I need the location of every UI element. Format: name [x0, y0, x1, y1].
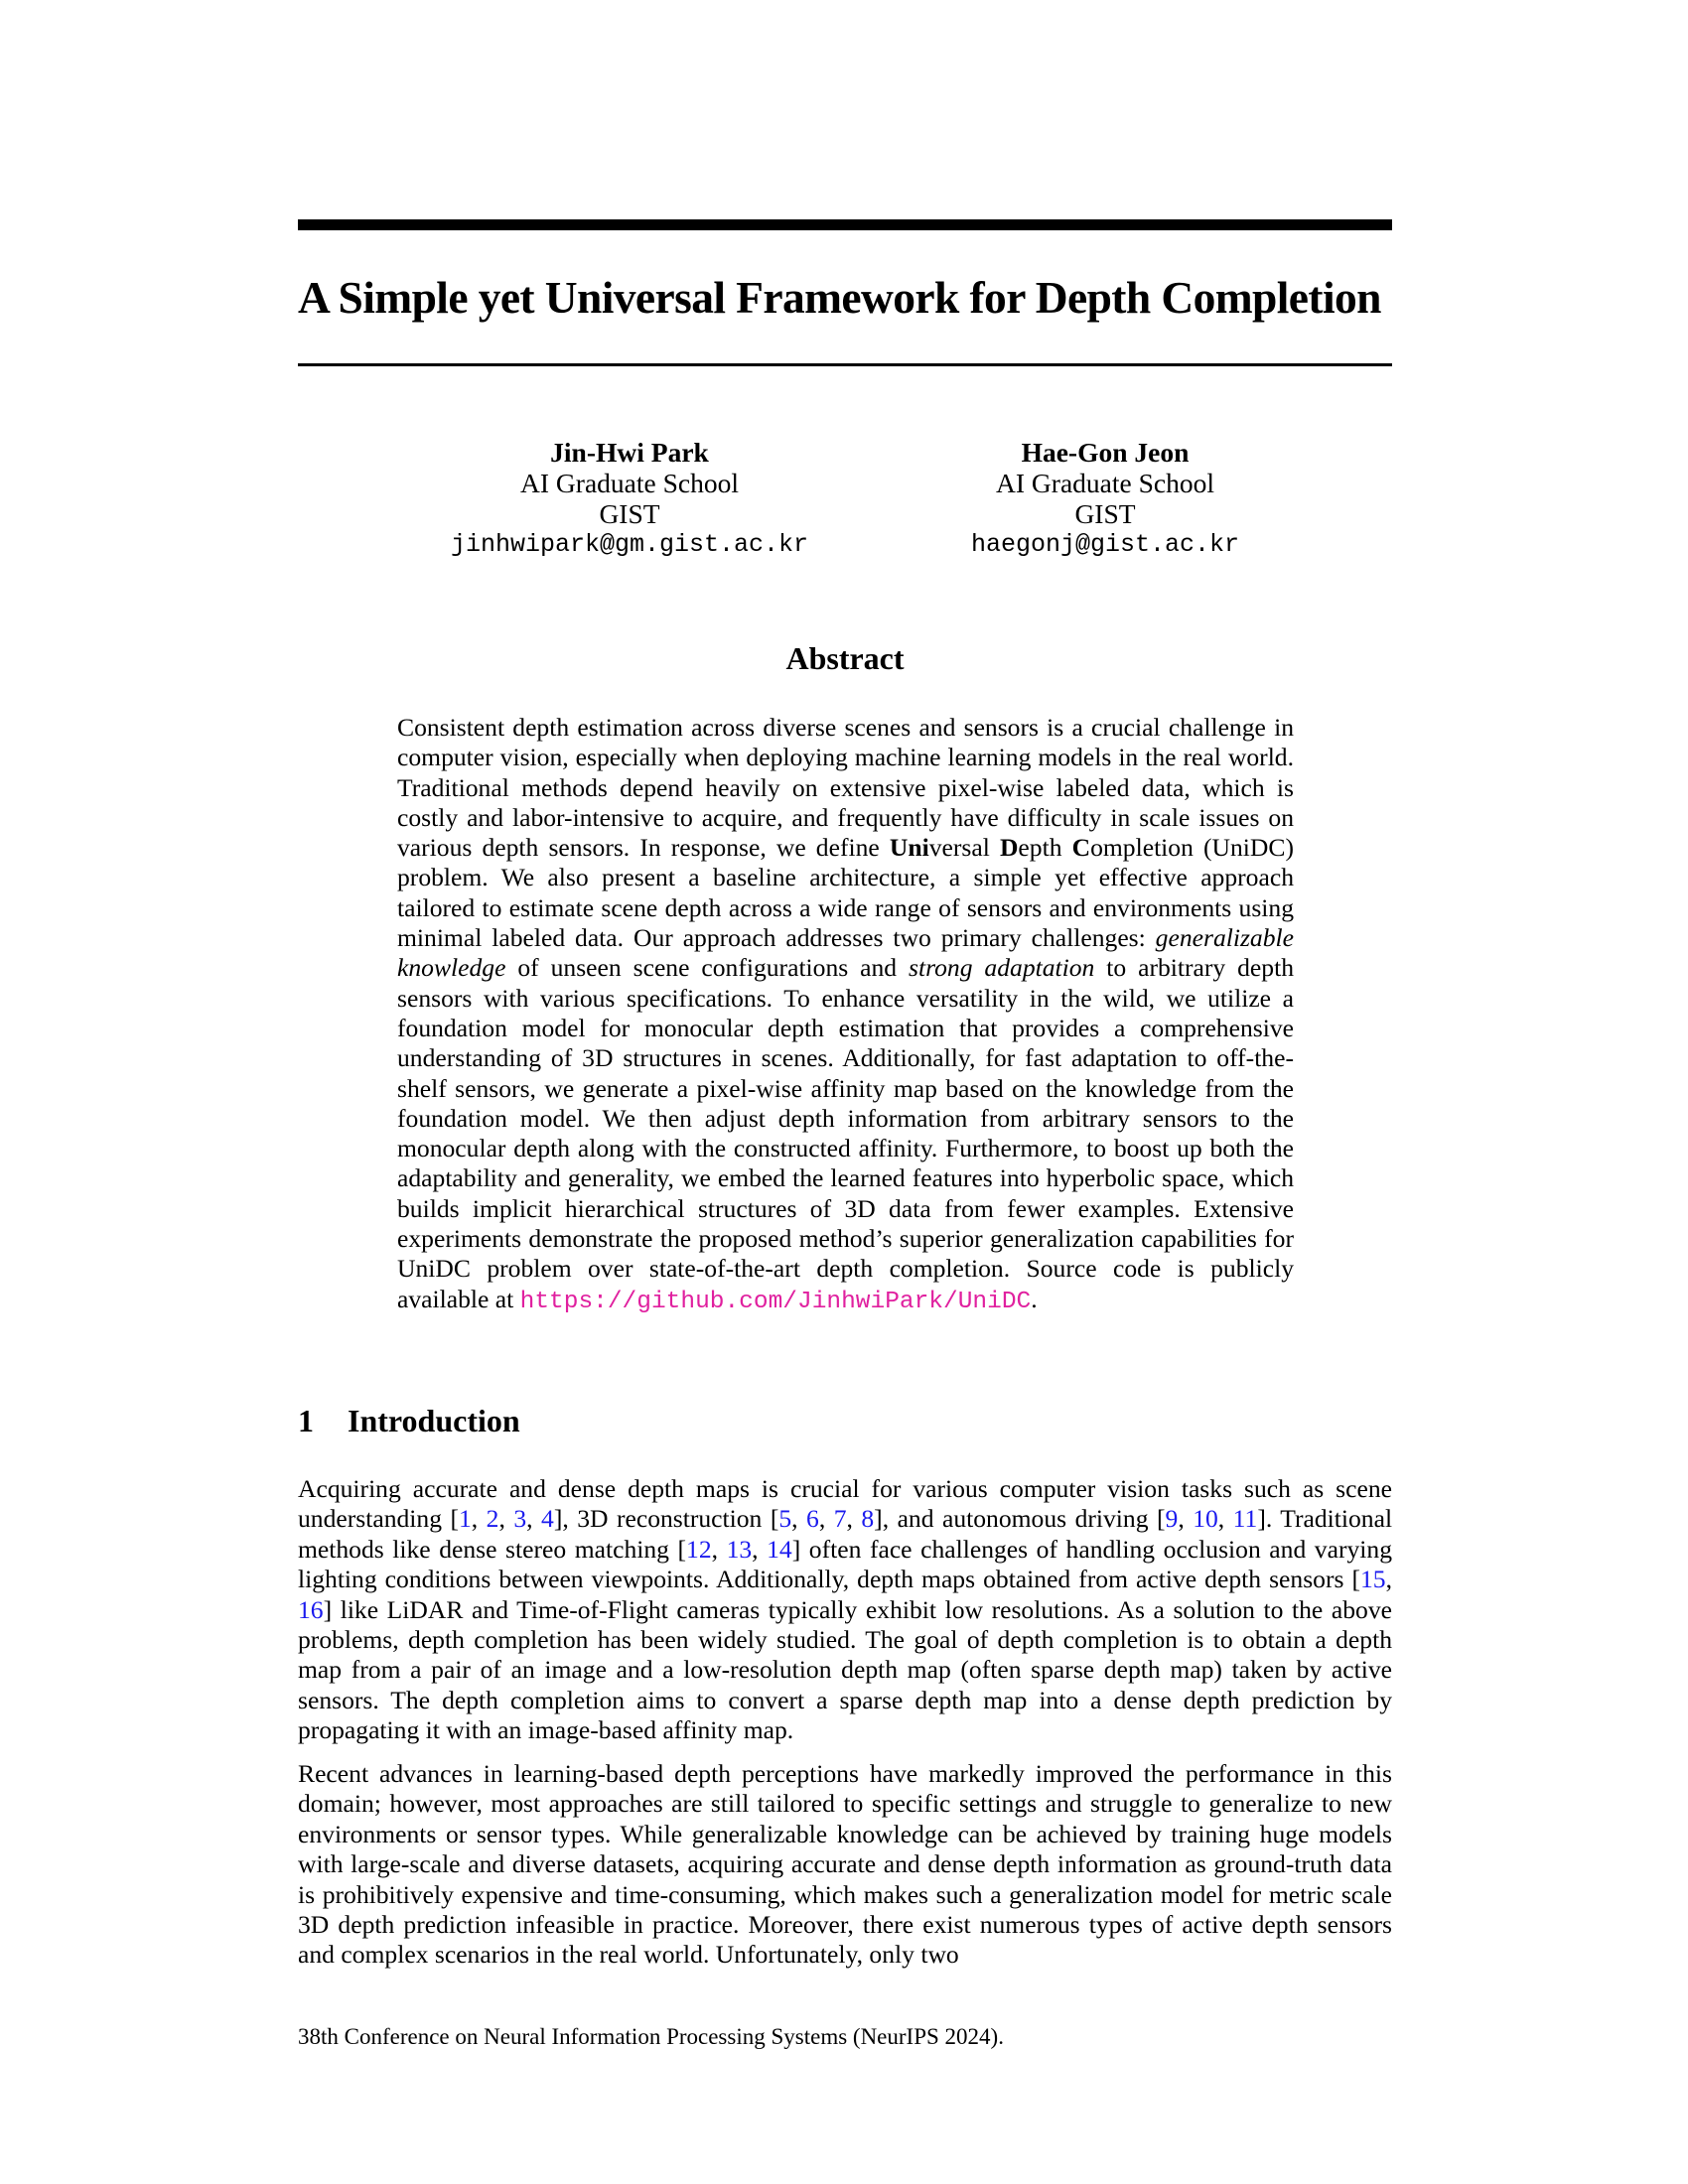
abstract-heading: Abstract [785, 640, 905, 676]
citation-separator: , [791, 1504, 807, 1534]
intro-paragraph-1 [298, 1474, 1392, 1746]
author-email[interactable]: haegonj@gist.ac.kr [970, 530, 1240, 559]
citation-link[interactable]: 8 [861, 1504, 875, 1534]
citation-link[interactable]: 4 [541, 1504, 554, 1534]
paragraph-text: ] like LiDAR and Time-of-Flight cameras typically exhibit low resolutions. As a solution to the above problems, depth completion has been widely studied. The goal of depth completion is to obtain a depth map from a pair of an image and a low-resolution depth map (often sparse depth map) taken by active sensors. The depth completion aims to convert a sparse depth map into a dense depth prediction by propagating it with an image-based affinity map. [298, 1594, 1392, 1745]
paper-title: A Simple yet Universal Framework for Depth Completion [298, 272, 1381, 323]
citation-link[interactable]: 3 [513, 1504, 527, 1534]
title-top-rule [298, 219, 1392, 230]
abstract-bold-text: Uni [889, 833, 929, 863]
citation-link[interactable]: 10 [1193, 1504, 1218, 1534]
citation-link[interactable]: 6 [806, 1504, 819, 1534]
abstract-text: epth [1018, 833, 1072, 863]
author-affiliation: AI Graduate School [996, 468, 1214, 498]
citation-separator: , [711, 1534, 727, 1564]
citation-separator: , [818, 1504, 834, 1534]
abstract-body [397, 713, 1294, 1317]
section-heading-introduction [298, 1401, 520, 1440]
author-name: Jin-Hwi Park [550, 437, 709, 468]
citation-link[interactable]: 16 [298, 1594, 324, 1624]
abstract-text: of unseen scene configurations and [505, 953, 910, 983]
citation-separator: , [1178, 1504, 1194, 1534]
citation-link[interactable]: 15 [1360, 1565, 1386, 1594]
abstract-text: versal [928, 833, 1000, 863]
citation-link[interactable]: 1 [459, 1504, 472, 1534]
author-block-2 [897, 437, 1314, 560]
citation-link[interactable]: 14 [767, 1534, 792, 1564]
author-institution: GIST [599, 498, 660, 529]
title-bottom-rule [298, 363, 1392, 366]
citation-separator: , [526, 1504, 542, 1534]
abstract-text: to arbitrary depth sensors with various specifications. To enhance versatility in the wild, we utilize a foundation model for monocular depth estimation that provides a comprehensive understanding of 3D structures in scenes. Additionally, for fast adaptation to off-the-shelf sensors, we generate a pixel-wise affinity map based on the knowledge from the foundation model. We then adjust depth information from arbitrary sensors to the monocular depth along with the constructed affinity. Furthermore, to boost up both the adaptability and generality, we embed the learned features into hyperbolic space, which builds implicit hierarchical structures of 3D data from fewer examples. Extensive experiments demonstrate the proposed method’s superior generalization capabilities for UniDC problem over state-of-the-art depth completion. Source code is publicly available at [397, 953, 1294, 1313]
citation-separator: , [1385, 1565, 1392, 1594]
paragraph-text: ], and autonomous driving [ [874, 1504, 1166, 1534]
intro-paragraph-2: Recent advances in learning-based depth perceptions have markedly improved the performance in this domain; however, most approaches are still tailored to specific settings and struggle to generalize to new environments or sensor types. While generalizable knowledge can be achieved by training huge models with large-scale and diverse datasets, acquiring accurate and dense depth information as ground-truth data is prohibitively expensive and time-consuming, which makes such a generalization model for metric scale 3D depth prediction infeasible in practice. Moreover, there exist numerous types of active depth sensors and complex scenarios in the real world. Unfortunately, only two [298, 1759, 1392, 1970]
citation-link[interactable]: 5 [778, 1504, 792, 1534]
abstract-bold-text: C [1071, 833, 1091, 863]
paragraph-text: ]. Traditional methods like dense stereo matching [ [298, 1504, 1393, 1564]
author-affiliation: AI Graduate School [520, 468, 739, 498]
abstract-text: . [1031, 1284, 1038, 1313]
conference-footnote: 38th Conference on Neural Information Processing Systems (NeurIPS 2024). [298, 2024, 1004, 2049]
citation-link[interactable]: 9 [1165, 1504, 1179, 1534]
citation-separator: , [471, 1504, 487, 1534]
citation-separator: , [1217, 1504, 1233, 1534]
paragraph-text: Acquiring accurate and dense depth maps is crucial for various computer vision tasks such as scene understanding [ [298, 1474, 1392, 1534]
paragraph-text: ] often face challenges of handling occlusion and varying lighting conditions between viewpoints. Additionally, depth maps obtained from active depth sensors [ [298, 1534, 1392, 1594]
citation-link[interactable]: 13 [726, 1534, 753, 1564]
author-institution: GIST [1074, 498, 1136, 529]
abstract-text: Consistent depth estimation across diverse scenes and sensors is a crucial challenge in computer vision, especially when deploying machine learning models in the real world. Traditional methods depend heavily on extensive pixel-wise labeled data, which is costly and labor-intensive to acquire, and frequently have difficulty in scale issues on various depth sensors. In response, we define [397, 713, 1294, 863]
citation-link[interactable]: 11 [1232, 1504, 1258, 1534]
citation-separator: , [846, 1504, 862, 1534]
author-email[interactable]: jinhwipark@gm.gist.ac.kr [450, 530, 809, 559]
abstract-text: ompletion (UniDC) problem. We also present a baseline architecture, a simple yet effective approach tailored to estimate scene depth across a wide range of sensors and environments using minimal labeled data. Our approach addresses two primary challenges: [397, 833, 1294, 953]
citation-link[interactable]: 7 [833, 1504, 847, 1534]
paragraph-text: ], 3D reconstruction [ [553, 1504, 779, 1534]
author-block-1 [421, 437, 838, 560]
citation-link[interactable]: 2 [486, 1504, 499, 1534]
abstract-italic-text: generalizable knowledge [397, 923, 1294, 983]
abstract-italic-text: strong adaptation [909, 953, 1095, 983]
section-title: Introduction [348, 1403, 520, 1438]
citation-separator: , [752, 1534, 768, 1564]
source-code-link[interactable]: https://github.com/JinhwiPark/UniDC [519, 1288, 1032, 1315]
citation-separator: , [498, 1504, 514, 1534]
abstract-bold-text: D [999, 833, 1019, 863]
section-number: 1 [298, 1403, 314, 1438]
author-name: Hae-Gon Jeon [1021, 437, 1190, 468]
citation-link[interactable]: 12 [686, 1534, 712, 1564]
